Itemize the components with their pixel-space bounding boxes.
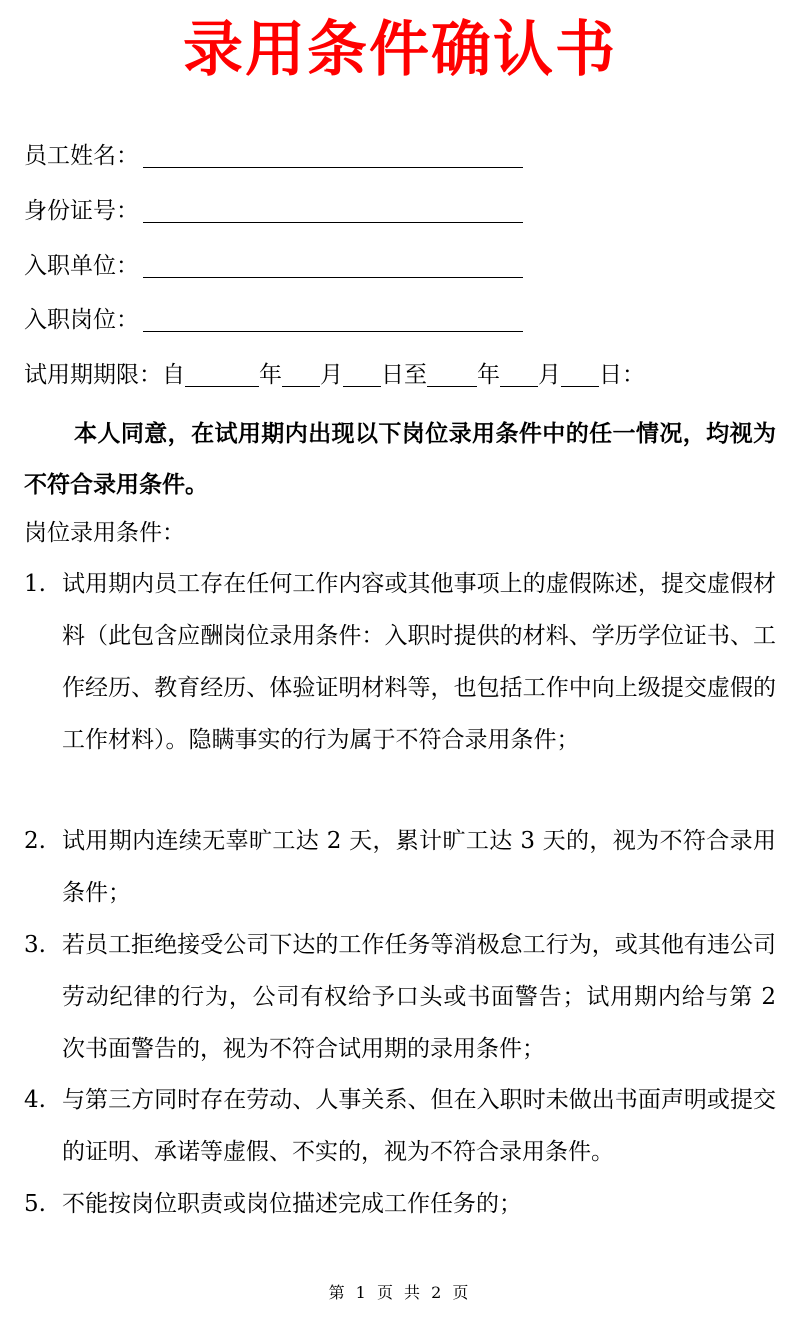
- condition-text: 若员工拒绝接受公司下达的工作任务等消极怠工行为，或其他有违公司劳动纪律的行为，公司有权给予口头或书面警告；试用期内给与第 2 次书面警告的，视为不符合试用期的录用条件；: [62, 932, 776, 1062]
- end-year-blank[interactable]: [427, 358, 477, 387]
- employee-name-blank[interactable]: [143, 139, 523, 168]
- page-number-footer: 第 1 页 共 2 页: [328, 1283, 472, 1302]
- probation-label: 试用期期限：自: [24, 362, 185, 388]
- condition-item: [24, 558, 776, 766]
- condition-item: [24, 919, 776, 1075]
- start-day-unit: 日至: [381, 362, 427, 388]
- agreement-statement: 本人同意，在试用期内出现以下岗位录用条件中的任一情况，均视为不符合录用条件。: [24, 420, 776, 498]
- position-label: 入职岗位：: [24, 307, 139, 333]
- id-number-blank[interactable]: [143, 194, 523, 223]
- end-year-unit: 年: [477, 362, 500, 388]
- employer-blank[interactable]: [143, 249, 523, 278]
- condition-item: [24, 1178, 776, 1230]
- condition-item: [24, 1074, 776, 1178]
- condition-number: 2.: [24, 828, 46, 854]
- end-month-unit: 月: [538, 362, 561, 388]
- employer-label: 入职单位：: [24, 253, 139, 279]
- employee-name-field: [24, 138, 523, 174]
- conditions-heading: 岗位录用条件：: [24, 520, 185, 546]
- id-number-label: 身份证号：: [24, 198, 139, 224]
- document-title: 录用条件确认书: [183, 15, 617, 85]
- condition-text: 试用期内连续无辜旷工达 2 天，累计旷工达 3 天的，视为不符合录用条件；: [62, 828, 776, 906]
- probation-period-line: [24, 357, 645, 393]
- start-month-unit: 月: [320, 362, 343, 388]
- start-year-unit: 年: [259, 362, 282, 388]
- start-year-blank[interactable]: [185, 358, 259, 387]
- start-month-blank[interactable]: [282, 358, 320, 387]
- condition-text: 试用期内员工存在任何工作内容或其他事项上的虚假陈述，提交虚假材料（此包含应酬岗位录用条件：入职时提供的材料、学历学位证书、工作经历、教育经历、体验证明材料等，也包括工作中向上级提交虚假的工作材料）。隐瞒事实的行为属于不符合录用条件；: [62, 571, 776, 753]
- condition-text: 不能按岗位职责或岗位描述完成工作任务的；: [62, 1191, 522, 1217]
- condition-text: 与第三方同时存在劳动、人事关系、但在入职时未做出书面声明或提交的证明、承诺等虚假、不实的，视为不符合录用条件。: [62, 1087, 776, 1165]
- condition-number: 3.: [24, 932, 46, 958]
- id-number-field: [24, 193, 523, 229]
- position-field: [24, 302, 523, 338]
- condition-number: 5.: [24, 1191, 46, 1217]
- end-month-blank[interactable]: [500, 358, 538, 387]
- condition-number: 1.: [24, 571, 46, 597]
- start-day-blank[interactable]: [343, 358, 381, 387]
- employee-name-label: 员工姓名：: [24, 143, 139, 169]
- end-day-unit: 日：: [599, 362, 645, 388]
- condition-number: 4.: [24, 1087, 46, 1113]
- employer-field: [24, 248, 523, 284]
- condition-item: [24, 815, 776, 919]
- position-blank[interactable]: [143, 303, 523, 332]
- end-day-blank[interactable]: [561, 358, 599, 387]
